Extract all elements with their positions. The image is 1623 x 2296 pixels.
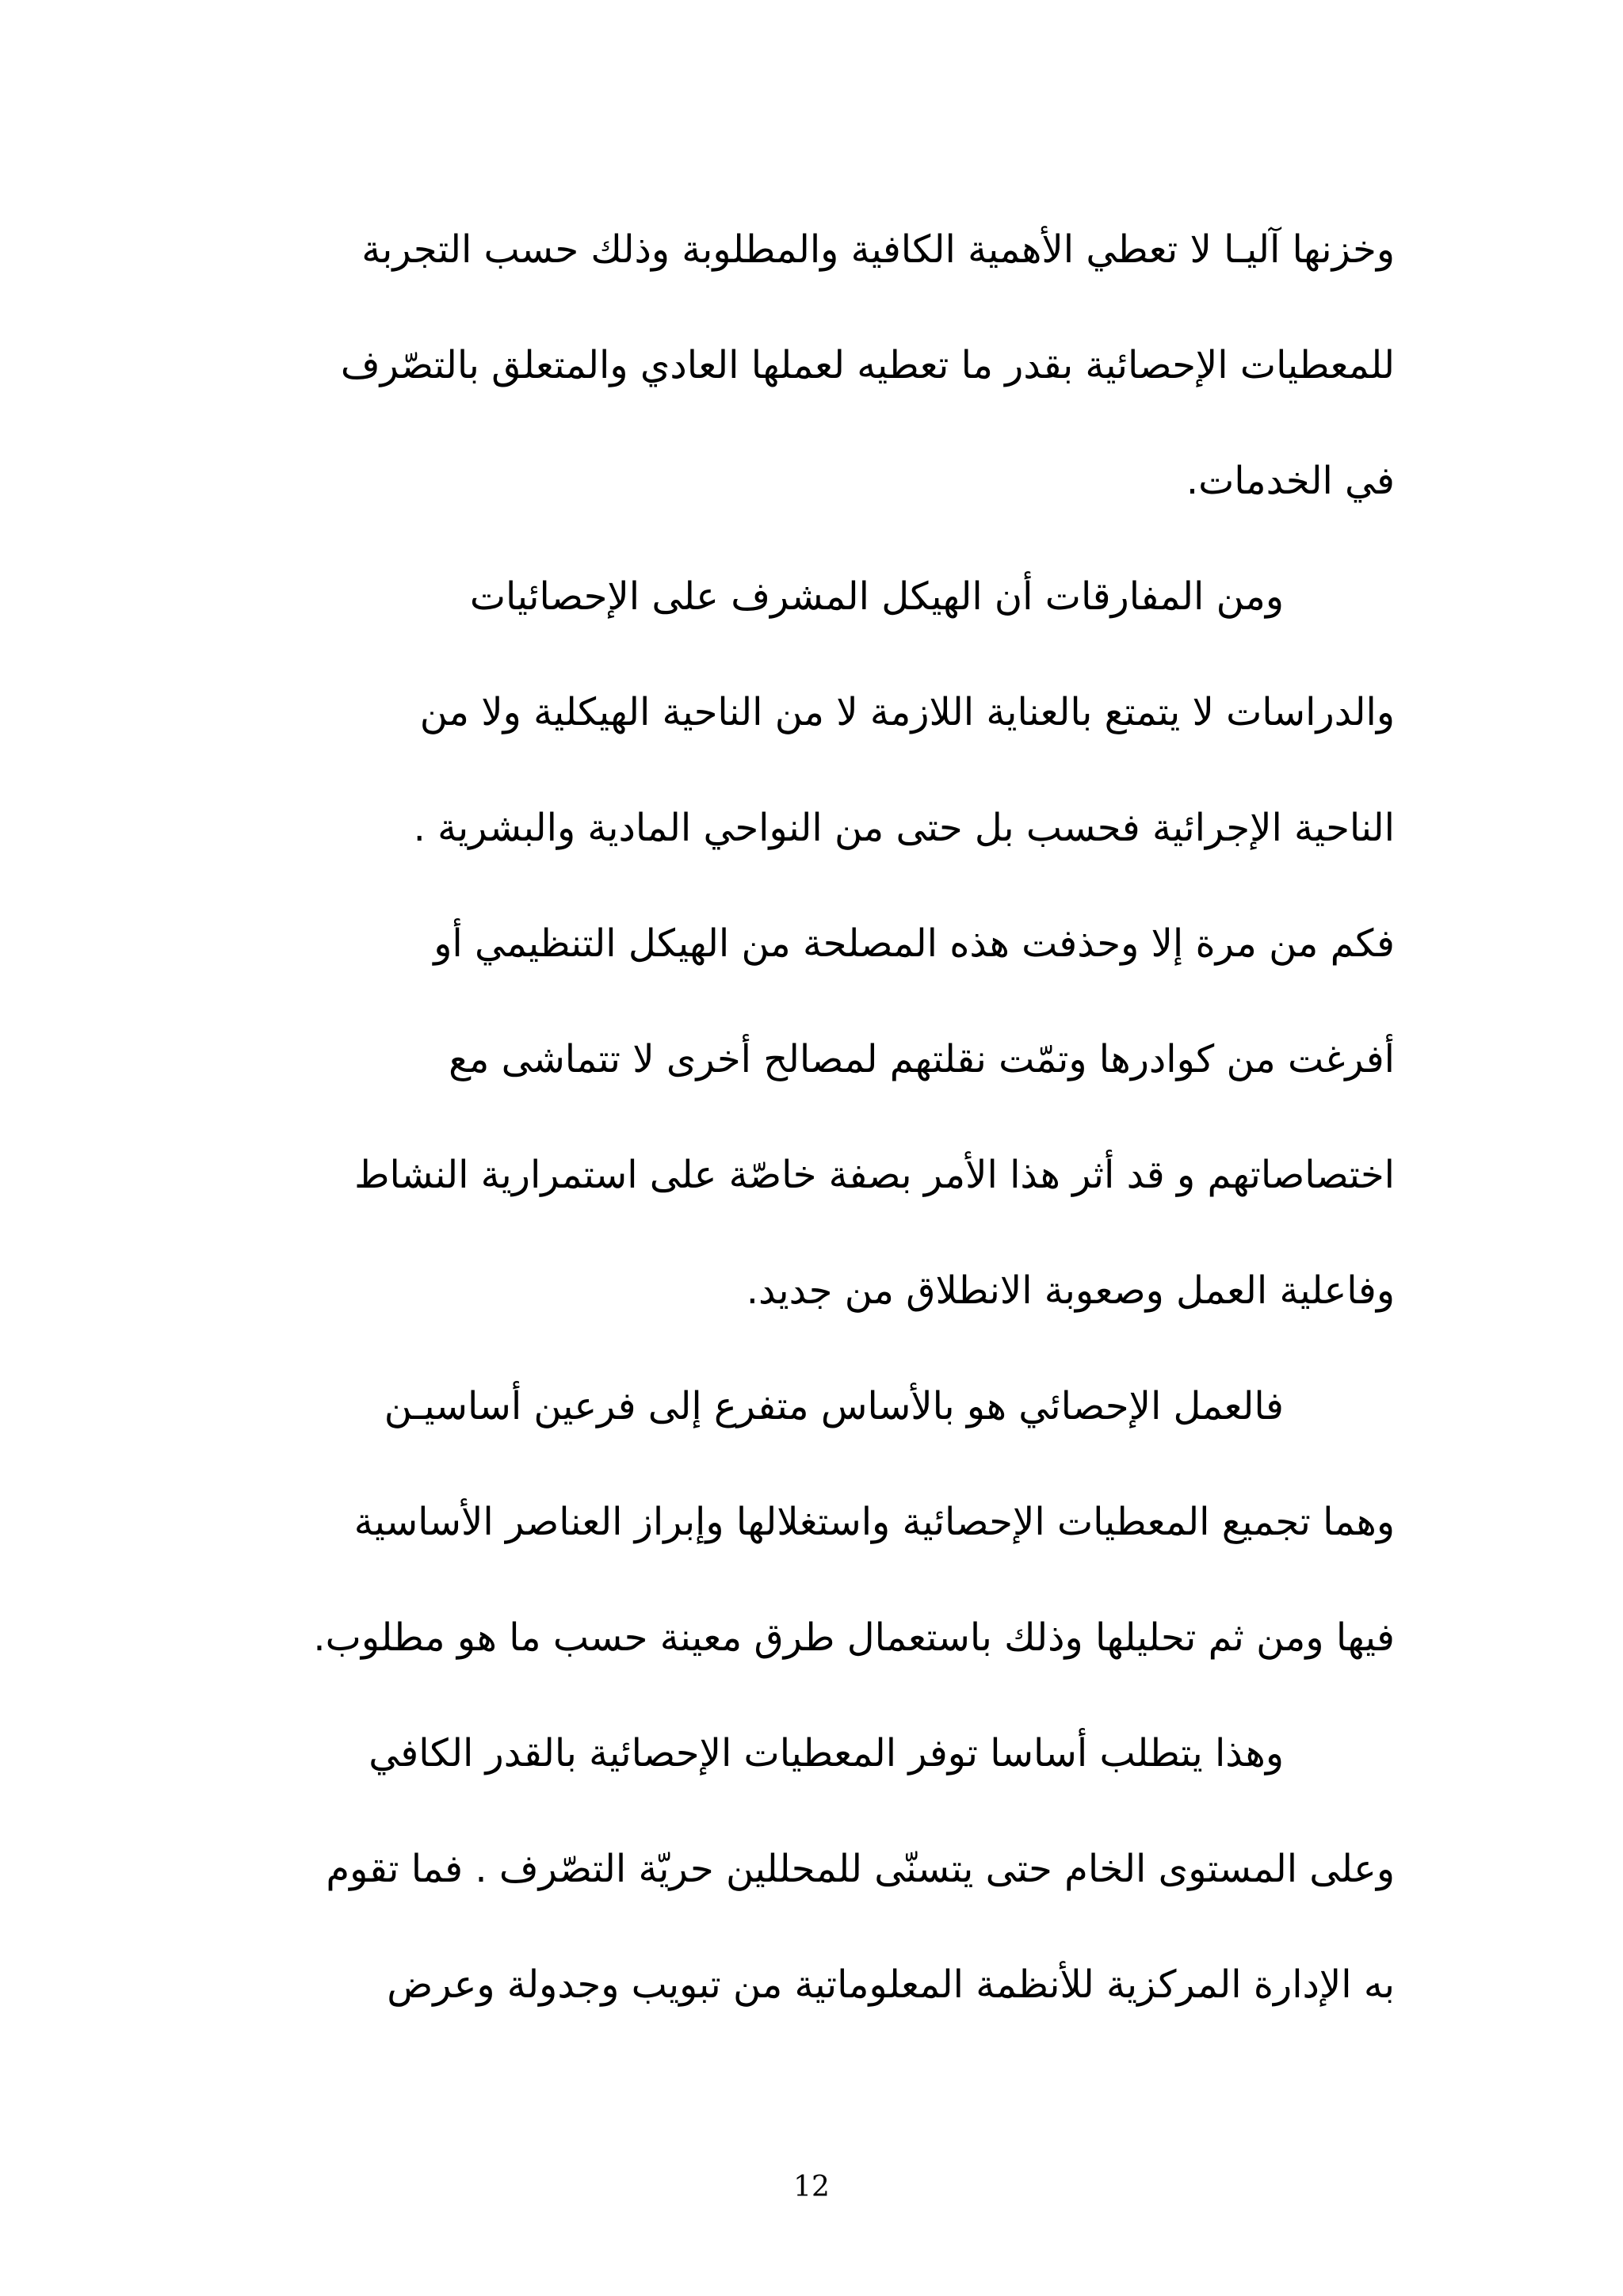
page-number: 12 [793,2171,830,2203]
text-line: وهما تجميع المعطيات الإحصائية واستغلالها وإبراز العناصر الأساسية [353,1500,1395,1544]
text-line: أفرغت من كوادرها وتمّت نقلتهم لمصالح أخرى لا تتماشى مع [449,1037,1395,1081]
text-line: وفاعلية العمل وصعوبة الانطلاق من جديد. [746,1268,1395,1313]
text-line: في الخدمات. [1186,459,1395,503]
text-line: به الإدارة المركزية للأنظمة المعلوماتية من تبويب وجدولة وعرض [387,1962,1395,2007]
text-line: وخزنها آليـا لا تعطي الأهمية الكافية والمطلوبة وذلك حسب التجربة [361,227,1395,272]
text-line: فيها ومن ثم تحليلها وذلك باستعمال طرق معينة حسب ما هو مطلوب. [313,1615,1395,1660]
text-line: الناحية الإجرائية فحسب بل حتى من النواحي المادية والبشرية . [413,806,1395,850]
text-line: اختصاصاتهم و قد أثر هذا الأمر بصفة خاصّة على استمرارية النشاط [354,1153,1395,1197]
paragraph-first-line: فالعمل الإحصائي هو بالأساس متفرع إلى فرعين أساسيـن [384,1384,1284,1428]
paragraph-first-line: ومن المفارقات أن الهيكل المشرف على الإحصائيات [469,574,1284,619]
text-line: للمعطيات الإحصائية بقدر ما تعطيه لعملها العادي والمتعلق بالتصّرف [340,343,1395,387]
text-line: والدراسات لا يتمتع بالعناية اللازمة لا من الناحية الهيكلية ولا من [419,690,1395,734]
body-text [230,210,1395,2061]
text-line: فكم من مرة إلا وحذفت هذه المصلحة من الهيكل التنظيمي أو [433,921,1395,966]
paragraph-first-line: وهذا يتطلب أساسا توفر المعطيات الإحصائية بالقدر الكافي [369,1731,1284,1775]
text-line: وعلى المستوى الخام حتى يتسنّى للمحللين حريّة التصّرف . فما تقوم [326,1847,1395,1891]
